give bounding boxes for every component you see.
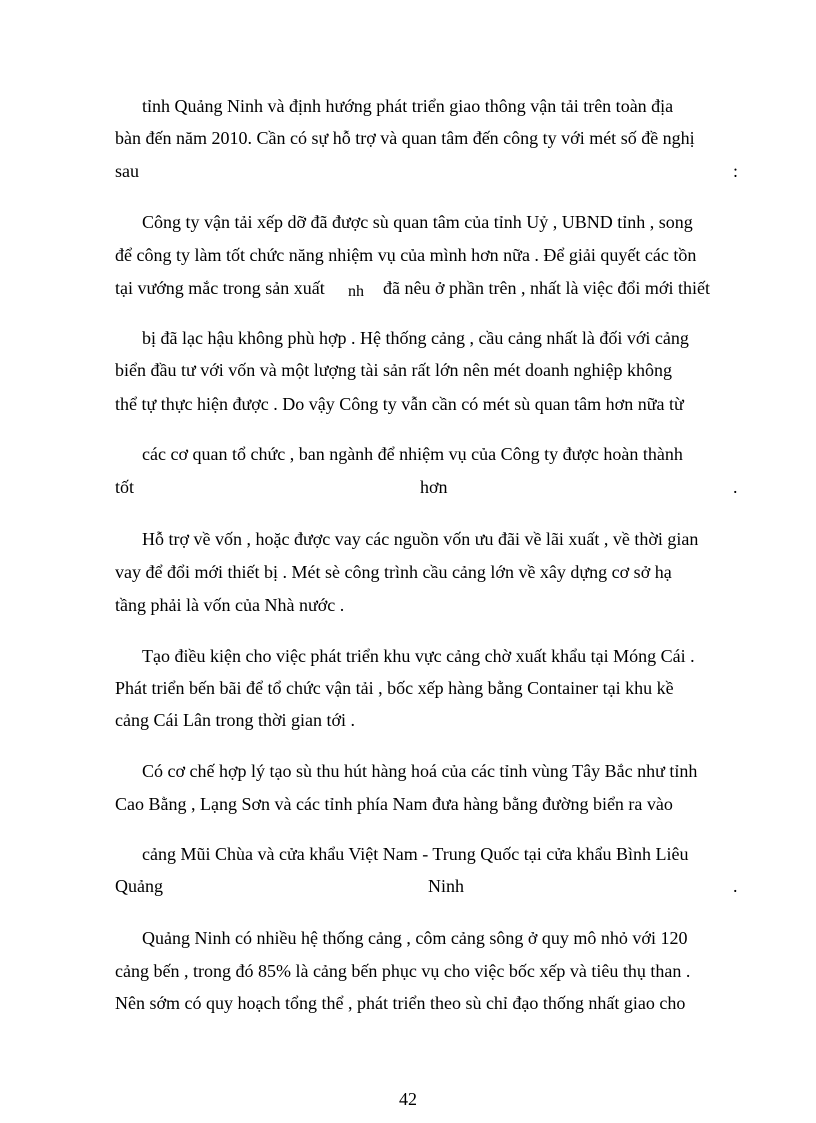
text-fragment: hơn <box>420 477 448 497</box>
text-line: bị đã lạc hậu không phù hợp . Hệ thống cảng , cầu cảng nhất là đối với cảng <box>142 328 689 348</box>
text-line: biển đầu tư với vốn và một lượng tài sản rất lớn nên mét doanh nghiệp không <box>115 360 672 380</box>
text-line: Nên sớm có quy hoạch tổng thể , phát triển theo sù chỉ đạo thống nhất giao cho <box>115 993 686 1013</box>
text-line: Có cơ chế hợp lý tạo sù thu hút hàng hoá của các tỉnh vùng Tây Bắc như tỉnh <box>142 761 698 781</box>
text-line: tỉnh Quảng Ninh và định hướng phát triển giao thông vận tải trên toàn địa <box>142 96 674 116</box>
text-line: Cao Bằng , Lạng Sơn và các tỉnh phía Nam đưa hàng bằng đường biển ra vào <box>115 794 673 814</box>
text-fragment: tốt <box>115 477 135 497</box>
text-line: cảng bến , trong đó 85% là cảng bến phục vụ cho việc bốc xếp và tiêu thụ than . <box>115 961 691 981</box>
text-line: Quảng Ninh có nhiều hệ thống cảng , côm cảng sông ở quy mô nhỏ với 120 <box>142 928 688 948</box>
text-fragment: sau <box>115 161 139 181</box>
text-line: để công ty làm tốt chức năng nhiệm vụ của mình hơn nữa . Để giải quyết các tồn <box>115 245 697 265</box>
text-fragment: : <box>732 161 738 181</box>
text-line: tầng phải là vốn của Nhà nước . <box>115 595 345 615</box>
text-line <box>115 160 738 182</box>
text-fragment: nh <box>348 283 364 300</box>
text-line: bàn đến năm 2010. Cần có sự hỗ trợ và quan tâm đến công ty với mét số đề nghị <box>115 128 695 148</box>
text-line: các cơ quan tổ chức , ban ngành để nhiệm vụ của Công ty được hoàn thành <box>142 444 683 464</box>
text-fragment: Quảng <box>115 876 163 896</box>
text-line: vay để đổi mới thiết bị . Mét sè công trình cầu cảng lớn về xây dựng cơ sở hạ <box>115 562 672 582</box>
text-line: đã nêu ở phần trên , nhất là việc đổi mới thiết <box>383 278 710 298</box>
text-line: Hỗ trợ về vốn , hoặc được vay các nguồn vốn ưu đãi về lãi xuất , về thời gian <box>142 529 699 549</box>
text-line: Phát triển bến bãi để tổ chức vận tải , bốc xếp hàng bằng Container tại khu kề <box>115 678 674 698</box>
text-line: thể tự thực hiện được . Do vậy Công ty vẫn cần có mét sù quan tâm hơn nữa từ <box>115 394 684 414</box>
text-line: cảng Mũi Chùa và cửa khẩu Việt Nam - Trung Quốc tại cửa khẩu Bình Liêu <box>142 844 689 864</box>
text-line: Tạo điều kiện cho việc phát triển khu vực cảng chờ xuất khẩu tại Móng Cái . <box>142 646 695 666</box>
page-number: 42 <box>399 1089 417 1109</box>
text-line: Công ty vận tải xếp dỡ đã được sù quan tâm của tỉnh Uỷ , UBND tỉnh , song <box>142 212 693 232</box>
text-fragment: Ninh <box>428 876 464 896</box>
text-line: tại vướng mắc trong sản xuất <box>115 278 325 298</box>
text-fragment: . <box>733 876 738 896</box>
text-fragment: . <box>733 477 738 497</box>
text-line: cảng Cái Lân trong thời gian tới . <box>115 710 355 730</box>
